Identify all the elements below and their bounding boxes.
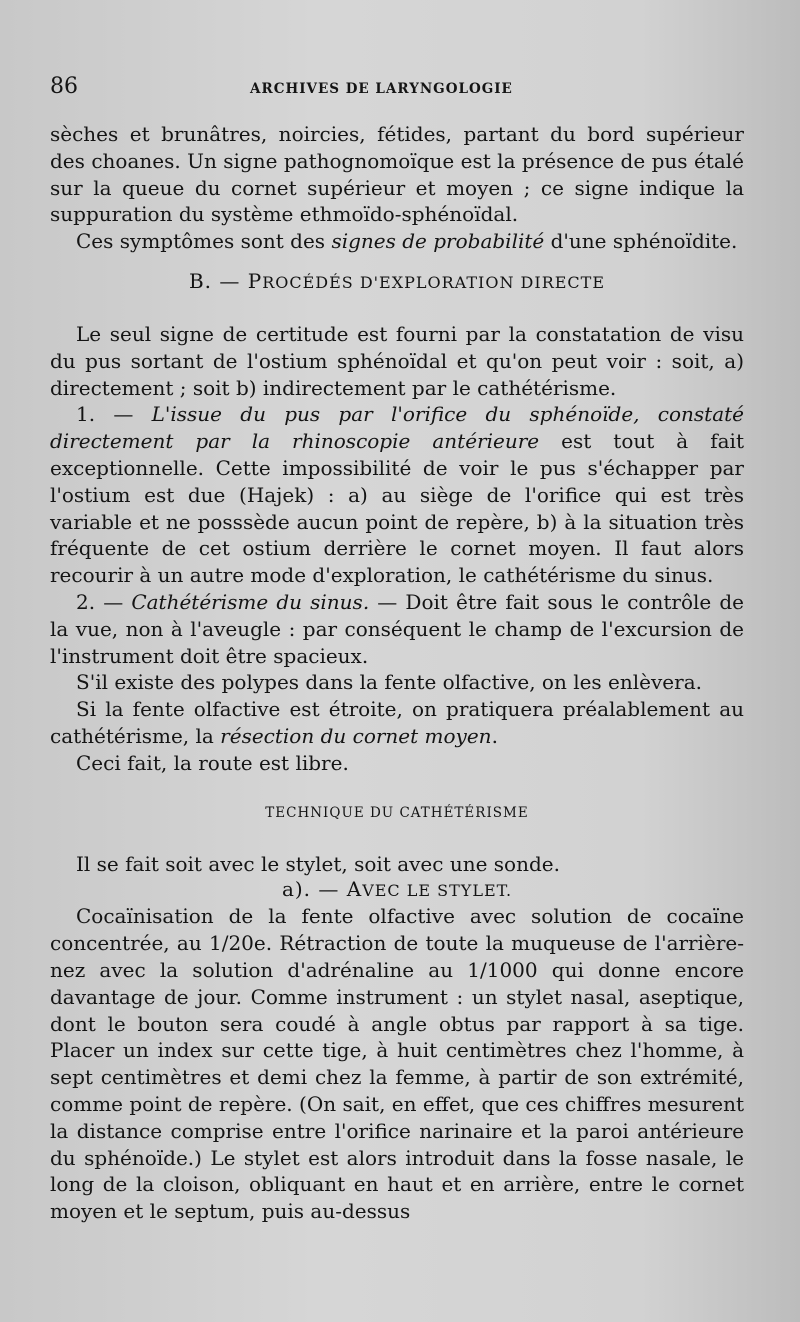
paragraph-7-text-a: Si la fente olfactive est étroite, on pratiquera préalablement au cathétérisme, la	[50, 697, 744, 748]
subsection-a-rest: VEC LE STYLET.	[362, 881, 513, 901]
paragraph-4-number: 1. —	[76, 402, 152, 427]
paragraph-2-text-a: Ces symptômes sont des	[76, 229, 332, 254]
paragraph-5	[50, 589, 744, 669]
section-b-rest: ROCÉDÉS D'EXPLORATION DIRECTE	[262, 272, 606, 292]
paragraph-7-text-b: .	[491, 723, 498, 748]
paragraph-2	[50, 228, 744, 255]
paragraph-7-emphasis: résection du cornet moyen	[220, 723, 492, 748]
paragraph-3: Le seul signe de certitude est fourni par la constatation de visu du pus sortant de l'ostium sphénoïdal et qu'on peut voir : soit, a) directement ; soit b) indirectement par le cathétérisme.	[50, 321, 744, 400]
running-title: ARCHIVES DE LARYNGOLOGIE	[250, 81, 513, 97]
page-header	[50, 74, 744, 99]
paragraph-4-emphasis: L'issue du pus par l'orifice du sphénoïde, constaté directement par la rhinoscopie antérieure	[50, 402, 744, 454]
subsection-a-prefix: a). — A	[281, 877, 363, 902]
paragraph-5-text: — Doit être fait sous le contrôle de la vue, non à l'aveugle : par conséquent le champ de l'excursion de l'instrument doit être spacieux.	[50, 589, 744, 668]
page-number: 86	[50, 74, 78, 99]
technique-heading: TECHNIQUE DU CATHÉTÉRISME	[265, 804, 529, 821]
paragraph-5-emphasis: Cathétérisme du sinus.	[131, 589, 370, 614]
paragraph-2-text-b: d'une sphénoïdite.	[544, 229, 738, 254]
paragraph-9: Il se fait soit avec le stylet, soit avec une sonde.	[76, 851, 560, 876]
paragraph-1: sèches et brunâtres, noircies, fétides, partant du bord supérieur des choanes. Un signe pathognomoïque est la présence de pus étalé sur la queue du cornet supérieur et moyen ; ce signe indique la suppuration du système ethmoïdo-sphénoïdal.	[50, 122, 744, 227]
paragraph-2-emphasis: signes de probabilité	[331, 229, 545, 254]
paragraph-7	[50, 696, 744, 750]
paragraph-6: S'il existe des polypes dans la fente olfactive, on les enlèvera.	[76, 670, 702, 695]
section-b-heading	[50, 269, 744, 293]
paragraph-8: Ceci fait, la route est libre.	[76, 750, 349, 775]
section-b-letter: B. — P	[188, 268, 263, 293]
paragraph-5-number: 2. —	[76, 589, 132, 614]
paragraph-10: Cocaïnisation de la fente olfactive avec solution de cocaïne concentrée, au 1/20e. Rétraction de toute la muqueuse de l'arrière-nez avec la solution d'adrénaline au 1/1000 qui donne encore davantage de jour. Comme instrument : un stylet nasal, aseptique, dont le bouton sera coudé à angle obtus par rapport à sa tige. Placer un index sur cette tige, à huit centimètres chez l'homme, à sept centimètres et demi chez la femme, à partir de son extrémité, comme point de repère. (On sait, en effet, que ces chiffres mesurent la distance comprise entre l'orifice narinaire et la paroi antérieure du sphénoïde.) Le stylet est alors introduit dans la fosse nasale, le long de la cloison, obliquant en haut et en arrière, entre le cornet moyen et le septum, puis au-dessus	[50, 904, 745, 1224]
subsection-a-heading	[50, 877, 744, 901]
paragraph-4-text: est tout à fait exceptionnelle. Cette impossibilité de voir le pus s'échapper par l'ostium est due (Hajek) : a) au siège de l'orifice qui est très variable et ne posssède aucun point de repère, b) à la situation très fréquente de cet ostium derrière le cornet moyen. Il faut alors recourir à un autre mode d'exploration, le cathétérisme du sinus.	[50, 429, 744, 588]
paragraph-4	[50, 401, 744, 589]
